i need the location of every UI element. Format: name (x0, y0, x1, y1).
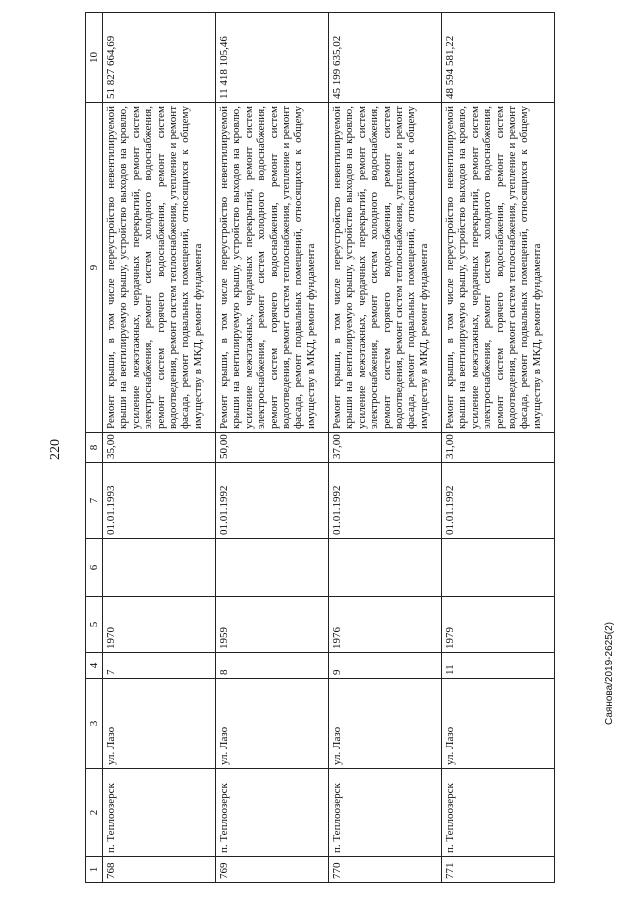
date-cell: 01.01.1992 (216, 463, 329, 539)
house-number-cell: 8 (216, 653, 329, 679)
works-description-cell: Ремонт крыши, в том числе переустройство невентилируемой крыши на вентилируемую крышу, устройство выходов на кровлю, усиление межэтажных, чердачных перекрытий, ремонт систем электроснабжения, ремонт систем холодного водоснабжения, ремонт систем горячего водоснабжения, ремонт систем водоотведения, ремонт систем теплоснабжения, утепление и ремонт фасада, ремонт подвальных помещений, относящихся к общему имуществу в МКД, ремонт фундамента (442, 103, 555, 433)
housing-repair-table (85, 12, 555, 883)
table-row (442, 13, 555, 883)
col6-cell (216, 539, 329, 597)
col6-cell (442, 539, 555, 597)
table-row (216, 13, 329, 883)
street-cell: ул. Лазо (442, 679, 555, 769)
house-number-cell: 11 (442, 653, 555, 679)
row-number: 769 (216, 857, 329, 883)
date-cell: 01.01.1992 (442, 463, 555, 539)
settlement-cell: п. Теплоозерск (103, 769, 216, 857)
year-built-cell: 1979 (442, 597, 555, 653)
header-col-5: 5 (86, 597, 103, 653)
year-built-cell: 1976 (329, 597, 442, 653)
row-number: 770 (329, 857, 442, 883)
header-row (86, 13, 103, 883)
wear-percent-cell: 31,00 (442, 433, 555, 463)
footer-stamp: Саянова/2019-2625(2) (604, 622, 615, 725)
settlement-cell: п. Теплоозерск (329, 769, 442, 857)
street-cell: ул. Лазо (329, 679, 442, 769)
table-row (329, 13, 442, 883)
header-col-3: 3 (86, 679, 103, 769)
wear-percent-cell: 35,00 (103, 433, 216, 463)
cost-cell: 11 418 105,46 (216, 13, 329, 103)
house-number-cell: 9 (329, 653, 442, 679)
date-cell: 01.01.1992 (329, 463, 442, 539)
col6-cell (329, 539, 442, 597)
header-col-9: 9 (86, 103, 103, 433)
date-cell: 01.01.1993 (103, 463, 216, 539)
cost-cell: 48 594 581,22 (442, 13, 555, 103)
wear-percent-cell: 37,00 (329, 433, 442, 463)
street-cell: ул. Лазо (216, 679, 329, 769)
header-col-4: 4 (86, 653, 103, 679)
header-col-8: 8 (86, 433, 103, 463)
header-col-10: 10 (86, 13, 103, 103)
page-number-container (48, 0, 68, 899)
page-number: 220 (48, 439, 63, 460)
header-col-2: 2 (86, 769, 103, 857)
works-description-cell: Ремонт крыши, в том числе переустройство невентилируемой крыши на вентилируемую крышу, устройство выходов на кровлю, усиление межэтажных, чердачных перекрытий, ремонт систем электроснабжения, ремонт систем холодного водоснабжения, ремонт систем горячего водоснабжения, ремонт систем водоотведения, ремонт систем теплоснабжения, утепление и ремонт фасада, ремонт подвальных помещений, относящихся к общему имуществу в МКД, ремонт фундамента (216, 103, 329, 433)
rotated-table-container (85, 13, 555, 883)
header-col-6: 6 (86, 539, 103, 597)
row-number: 768 (103, 857, 216, 883)
works-description-cell: Ремонт крыши, в том числе переустройство невентилируемой крыши на вентилируемую крышу, устройство выходов на кровлю, усиление межэтажных, чердачных перекрытий, ремонт систем электроснабжения, ремонт систем холодного водоснабжения, ремонт систем горячего водоснабжения, ремонт систем водоотведения, ремонт систем теплоснабжения, утепление и ремонт фасада, ремонт подвальных помещений, относящихся к общему имуществу в МКД, ремонт фундамента (329, 103, 442, 433)
settlement-cell: п. Теплоозерск (442, 769, 555, 857)
col6-cell (103, 539, 216, 597)
street-cell: ул. Лазо (103, 679, 216, 769)
cost-cell: 51 827 664,69 (103, 13, 216, 103)
works-description-cell: Ремонт крыши, в том числе переустройство невентилируемой крыши на вентилируемую крышу, устройство выходов на кровлю, усиление межэтажных, чердачных перекрытий, ремонт систем электроснабжения, ремонт систем холодного водоснабжения, ремонт систем горячего водоснабжения, ремонт систем водоотведения, ремонт систем теплоснабжения, утепление и ремонт фасада, ремонт подвальных помещений, относящихся к общему имуществу в МКД, ремонт фундамента (103, 103, 216, 433)
row-number: 771 (442, 857, 555, 883)
house-number-cell: 7 (103, 653, 216, 679)
year-built-cell: 1970 (103, 597, 216, 653)
wear-percent-cell: 50,00 (216, 433, 329, 463)
year-built-cell: 1959 (216, 597, 329, 653)
table-row (103, 13, 216, 883)
header-col-7: 7 (86, 463, 103, 539)
header-col-1: 1 (86, 857, 103, 883)
cost-cell: 45 199 635,02 (329, 13, 442, 103)
settlement-cell: п. Теплоозерск (216, 769, 329, 857)
